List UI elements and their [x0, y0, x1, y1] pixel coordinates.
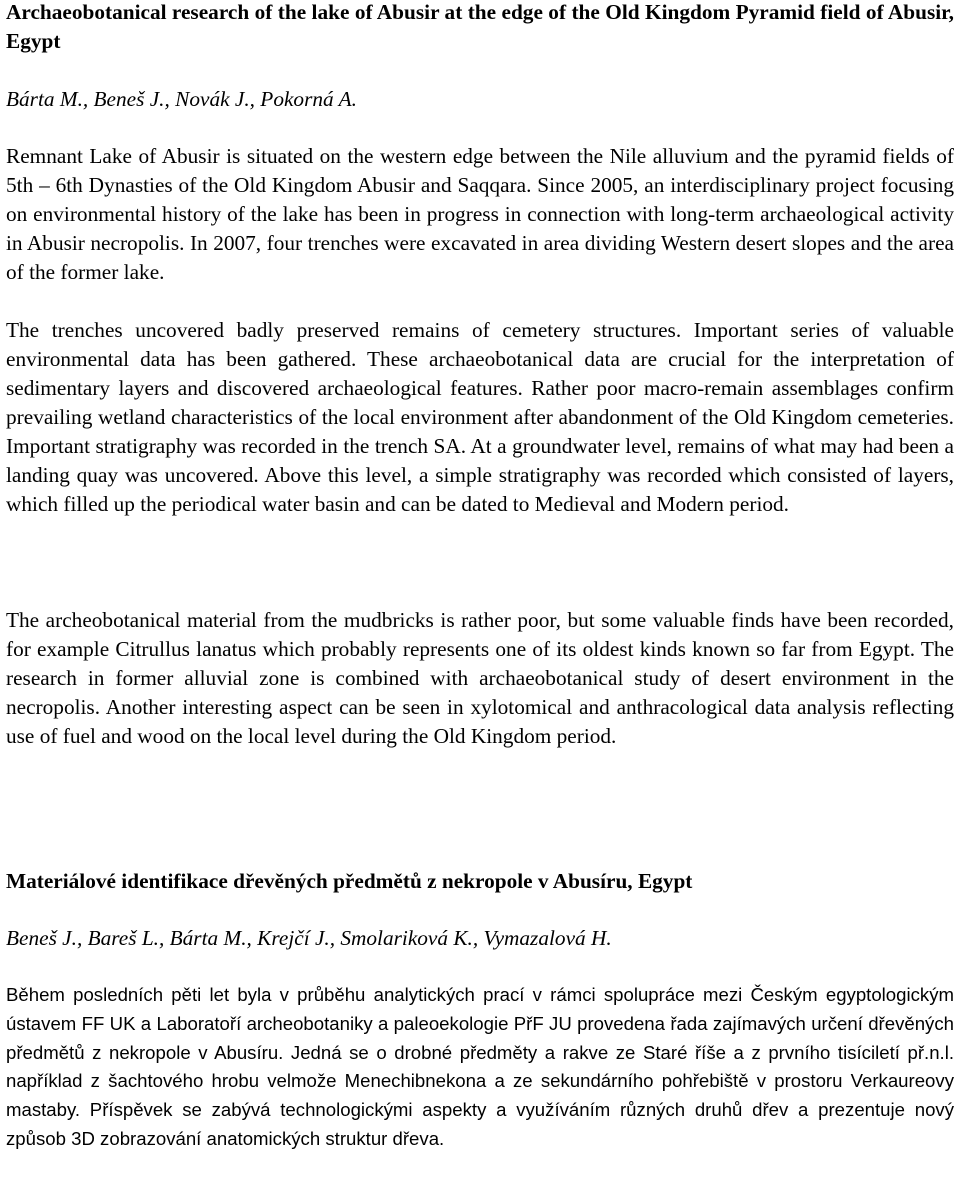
article-1-paragraph-3: The archeobotanical material from the mudbricks is rather poor, but some valuable finds have been recorded, for example Citrullus lanatus which probably represents one of its oldest kinds known so far from Egypt. The research in former alluvial zone is combined with archaeobotanical study of desert environment in the necropolis. Another interesting aspect can be seen in xylotomical and anthracological data analysis reflecting use of fuel and wood on the local level during the Old Kingdom period. — [6, 608, 954, 748]
article-1-paragraph-2: The trenches uncovered badly preserved remains of cemetery structures. Important series of valuable environmental data has been gathered. These archaeobotanical data are crucial for the interpretation of sedimentary layers and discovered archaeological features. Rather poor macro-remain assemblages confirm prevailing wetland characteristics of the local environment after abandonment of the Old Kingdom cemeteries. Important stratigraphy was recorded in the trench SA. At a groundwater level, remains of what may had been a landing quay was uncovered. Above this level, a simple stratigraphy was recorded which consisted of layers, which filled up the periodical water basin and can be dated to Medieval and Modern period. — [6, 318, 954, 516]
article-2-authors: Beneš J., Bareš L., Bárta M., Krejčí J., Smolariková K., Vymazalová H. — [6, 926, 612, 950]
article-1-title: Archaeobotanical research of the lake of Abusir at the edge of the Old Kingdom Pyramid field of Abusir, Egypt — [6, 0, 954, 53]
article-1-paragraph-1: Remnant Lake of Abusir is situated on the western edge between the Nile alluvium and the pyramid fields of 5th – 6th Dynasties of the Old Kingdom Abusir and Saqqara. Since 2005, an interdisciplinary project focusing on environmental history of the lake has been in progress in connection with long-term archaeological activity in Abusir necropolis. In 2007, four trenches were excavated in area dividing Western desert slopes and the area of the former lake. — [6, 144, 954, 284]
article-2-paragraph: Během posledních pěti let byla v průběhu analytických prací v rámci spolupráce mezi Českým egyptologickým ústavem FF UK a Laboratoří archeobotaniky a paleoekologie PřF JU provedena řada zajímavých určení dřevěných předmětů z nekropole v Abusíru. Jedná se o drobné předměty a rakve ze Staré říše a z prvního tisíciletí př.n.l. například z šachtového hrobu velmože Menechibnekona a ze sekundárního pohřebiště v prostoru Verkaureovy mastaby. Příspěvek se zabývá technologickými aspekty a využíváním různých druhů dřev a prezentuje nový způsob 3D zobrazování anatomických struktur dřeva. — [6, 984, 954, 1149]
article-2-title: Materiálové identifikace dřevěných předmětů z nekropole v Abusíru, Egypt — [6, 869, 693, 893]
article-1-authors: Bárta M., Beneš J., Novák J., Pokorná A. — [6, 87, 357, 111]
